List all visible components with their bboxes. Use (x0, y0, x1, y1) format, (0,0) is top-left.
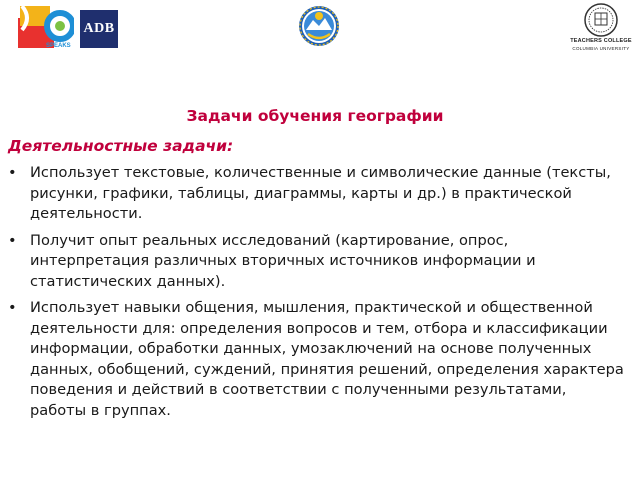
bullet-list (8, 163, 626, 427)
teachers-college-name: TEACHERS COLLEGE (570, 38, 632, 44)
teachers-college-logo (568, 2, 634, 54)
state-emblem-logo (298, 4, 340, 48)
bullet-text: Использует текстовые, количественные и символические данные (тексты, рисунки, графики, таблицы, диаграммы, карты и др.) в практической деятельности. (30, 164, 611, 222)
slide-title: Задачи обучения географии (186, 107, 444, 125)
list-item (8, 298, 626, 421)
list-item (8, 163, 626, 225)
speaks-logo-text: SPEAKS (46, 43, 71, 49)
bullet-icon: • (8, 231, 17, 249)
teachers-college-university: COLUMBIA UNIVERSITY (572, 46, 630, 51)
adb-logo-text: ADB (83, 21, 115, 36)
speaks-logo (18, 4, 74, 50)
bullet-text: Использует навыки общения, мышления, практической и общественной деятельности для: определения вопросов и тем, отбора и классификации информации, обработки данных, умозаключений на основе полученных данных, обобщений, суждений, принятия решений, определения характера поведения и действий в соответствии с полученными результатами, работы в группах. (30, 299, 624, 419)
bullet-icon: • (8, 164, 17, 181)
slide-subtitle: Деятельностные задачи: (8, 137, 234, 155)
bullet-icon: • (8, 299, 17, 316)
adb-logo (80, 10, 118, 48)
list-item (8, 231, 626, 293)
bullet-text: Получит опыт реальных исследований (картирование, опрос, интерпретация различных вторичных источников информации и статистических данных). (30, 231, 536, 290)
